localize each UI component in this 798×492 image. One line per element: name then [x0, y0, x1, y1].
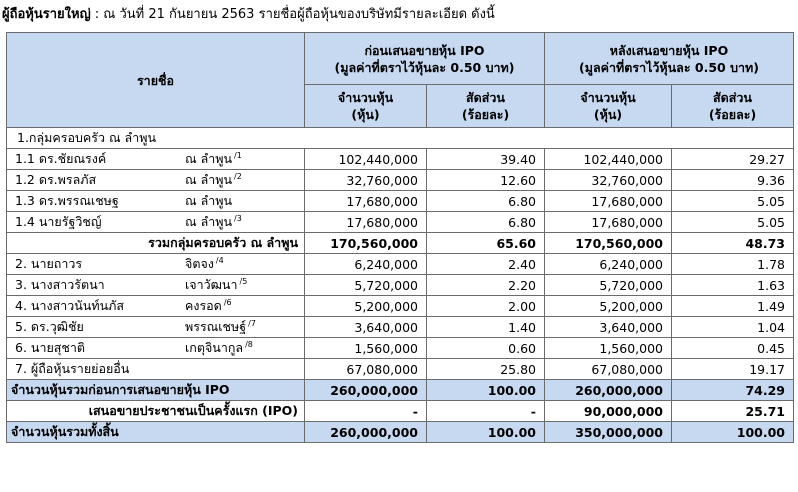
before-ratio: 100.00 [427, 380, 545, 401]
header-ratio-line1: สัดส่วน [466, 90, 505, 105]
header-shares-line1: จำนวนหุ้น [337, 90, 394, 105]
shareholder-name-cell [7, 191, 305, 212]
footnote-marker: /8 [245, 339, 253, 349]
shareholder-surname: ณ ลำพูน [185, 193, 233, 208]
before-ratio: 65.60 [427, 233, 545, 254]
after-shares: 17,680,000 [545, 191, 672, 212]
footnote-marker: /7 [248, 318, 256, 328]
after-shares: 1,560,000 [545, 338, 672, 359]
after-shares: 32,760,000 [545, 170, 672, 191]
after-ratio: 1.04 [672, 317, 794, 338]
header-after-line1: หลังเสนอขายหุ้น IPO [609, 42, 729, 58]
shareholder-name-cell [7, 317, 305, 338]
total-before-ipo-row [7, 380, 794, 401]
total-before-ipo-row-label: จำนวนหุ้นรวมก่อนการเสนอขายหุ้น IPO [7, 380, 305, 401]
shareholder-name-cell [7, 275, 305, 296]
table-row [7, 191, 794, 212]
title-rest: : ณ วันที่ 21 กันยายน 2563 รายชื่อผู้ถือหุ้นของบริษัทมีรายละเอียด ดังนี้ [90, 7, 495, 22]
after-ratio: 29.27 [672, 149, 794, 170]
header-shares-line1: จำนวนหุ้น [580, 90, 636, 105]
before-shares: 102,440,000 [305, 149, 427, 170]
after-shares: 6,240,000 [545, 254, 672, 275]
table-body [7, 128, 794, 443]
before-ratio: 2.00 [427, 296, 545, 317]
shareholder-name: 2. นายถาวร [15, 256, 83, 271]
after-ratio: 74.29 [672, 380, 794, 401]
footnote-marker: /4 [215, 255, 224, 265]
shareholder-surname: พรรณเชษฐ์ [185, 319, 247, 334]
after-ratio: 1.78 [672, 254, 794, 275]
before-ratio: - [427, 401, 545, 422]
header-ratio-line2: (ร้อยละ) [708, 107, 757, 122]
before-ratio: 2.40 [427, 254, 545, 275]
table-row [7, 254, 794, 275]
before-shares: 1,560,000 [305, 338, 427, 359]
table-row [7, 359, 794, 380]
table-row [7, 275, 794, 296]
shareholder-name-cell [7, 212, 305, 233]
shareholder-name: 6. นายสุชาติ [15, 340, 86, 355]
ipo-row [7, 401, 794, 422]
header-name: รายชื่อ [7, 33, 305, 128]
header-before-shares [305, 85, 427, 128]
before-shares: 3,640,000 [305, 317, 427, 338]
shareholder-name-cell [7, 170, 305, 191]
shareholder-name: 1.2 ดร.พรลภัส [15, 172, 97, 187]
group-total-row [7, 233, 794, 254]
shareholder-name-cell [7, 296, 305, 317]
shareholder-name: 1.4 นายรัฐวิชญ์ [15, 214, 102, 229]
group-total-row-label: รวมกลุ่มครอบครัว ณ ลำพูน [7, 233, 305, 254]
before-shares: 17,680,000 [305, 191, 427, 212]
footnote-marker: /2 [234, 171, 242, 181]
after-shares: 90,000,000 [545, 401, 672, 422]
before-shares: 32,760,000 [305, 170, 427, 191]
shareholder-name-cell [7, 149, 305, 170]
before-ratio: 100.00 [427, 422, 545, 443]
before-shares: 5,720,000 [305, 275, 427, 296]
before-shares: - [305, 401, 427, 422]
footnote-marker: /1 [234, 150, 242, 160]
table-row [7, 317, 794, 338]
shareholder-surname: จิตจง [185, 256, 214, 271]
after-ratio: 100.00 [672, 422, 794, 443]
shareholder-name: 4. นางสาวนันท์นภัส [15, 298, 124, 313]
footnote-marker: /6 [223, 297, 232, 307]
before-ratio: 2.20 [427, 275, 545, 296]
header-after-ipo [545, 33, 794, 85]
header-shares-line2: (หุ้น) [351, 107, 380, 122]
shareholder-name-cell [7, 359, 305, 380]
after-shares: 3,640,000 [545, 317, 672, 338]
header-shares-line2: (หุ้น) [593, 107, 623, 122]
before-shares: 260,000,000 [305, 380, 427, 401]
before-ratio: 6.80 [427, 191, 545, 212]
shareholder-name: 7. ผู้ถือหุ้นรายย่อยอื่น [15, 361, 130, 376]
shareholder-surname: ณ ลำพูน [185, 172, 233, 187]
shareholder-surname: คงรอด [185, 298, 222, 313]
footnote-marker: /3 [234, 213, 242, 223]
header-ratio-line1: สัดส่วน [713, 90, 752, 105]
after-shares: 67,080,000 [545, 359, 672, 380]
table-row [7, 338, 794, 359]
shareholder-surname: ณ ลำพูน [185, 151, 233, 166]
group-label: 1.กลุ่มครอบครัว ณ ลำพูน [7, 128, 794, 149]
before-shares: 260,000,000 [305, 422, 427, 443]
after-shares: 170,560,000 [545, 233, 672, 254]
after-ratio: 48.73 [672, 233, 794, 254]
table-row [7, 149, 794, 170]
before-shares: 67,080,000 [305, 359, 427, 380]
shareholder-name: 5. ดร.วุฒิชัย [15, 319, 84, 334]
before-ratio: 12.60 [427, 170, 545, 191]
header-ratio-line2: (ร้อยละ) [461, 107, 510, 122]
before-shares: 17,680,000 [305, 212, 427, 233]
table-row [7, 212, 794, 233]
before-ratio: 1.40 [427, 317, 545, 338]
shareholder-name: 1.3 ดร.พรรณเชษฐ [15, 193, 119, 208]
after-ratio: 25.71 [672, 401, 794, 422]
header-after-line2: (มูลค่าที่ตราไว้หุ้นละ 0.50 บาท) [579, 59, 759, 75]
shareholder-name-cell [7, 254, 305, 275]
header-after-shares [545, 85, 672, 128]
header-before-line2: (มูลค่าที่ตราไว้หุ้นละ 0.50 บาท) [334, 59, 515, 75]
shareholder-surname: เกตุจินากูล [185, 340, 244, 355]
shareholder-surname: ณ ลำพูน [185, 214, 233, 229]
before-ratio: 0.60 [427, 338, 545, 359]
header-after-ratio [672, 85, 794, 128]
after-ratio: 5.05 [672, 212, 794, 233]
ipo-row-label: เสนอขายประชาชนเป็นครั้งแรก (IPO) [7, 401, 305, 422]
before-shares: 5,200,000 [305, 296, 427, 317]
after-shares: 5,720,000 [545, 275, 672, 296]
header-before-ratio [427, 85, 545, 128]
table-row [7, 296, 794, 317]
shareholder-table [6, 32, 794, 443]
before-ratio: 6.80 [427, 212, 545, 233]
group-row [7, 128, 794, 149]
table-row [7, 170, 794, 191]
after-ratio: 9.36 [672, 170, 794, 191]
after-ratio: 1.63 [672, 275, 794, 296]
before-shares: 6,240,000 [305, 254, 427, 275]
grand-total-row-label: จำนวนหุ้นรวมทั้งสิ้น [7, 422, 305, 443]
after-shares: 350,000,000 [545, 422, 672, 443]
footnote-marker: /5 [239, 276, 248, 286]
document-title [2, 2, 495, 28]
shareholder-name: 3. นางสาวรัตนา [15, 277, 105, 292]
header-before-ipo [305, 33, 545, 85]
grand-total-row [7, 422, 794, 443]
shareholder-name-cell [7, 338, 305, 359]
after-shares: 5,200,000 [545, 296, 672, 317]
after-ratio: 5.05 [672, 191, 794, 212]
header-before-line1: ก่อนเสนอขายหุ้น IPO [364, 42, 485, 58]
after-ratio: 19.17 [672, 359, 794, 380]
after-ratio: 0.45 [672, 338, 794, 359]
after-ratio: 1.49 [672, 296, 794, 317]
shareholder-surname: เจาวัฒนา [185, 277, 238, 292]
before-ratio: 39.40 [427, 149, 545, 170]
before-ratio: 25.80 [427, 359, 545, 380]
after-shares: 260,000,000 [545, 380, 672, 401]
before-shares: 170,560,000 [305, 233, 427, 254]
title-bold: ผู้ถือหุ้นรายใหญ่ [2, 7, 91, 22]
after-shares: 102,440,000 [545, 149, 672, 170]
shareholder-name: 1.1 ดร.ชัยณรงค์ [15, 151, 107, 166]
after-shares: 17,680,000 [545, 212, 672, 233]
